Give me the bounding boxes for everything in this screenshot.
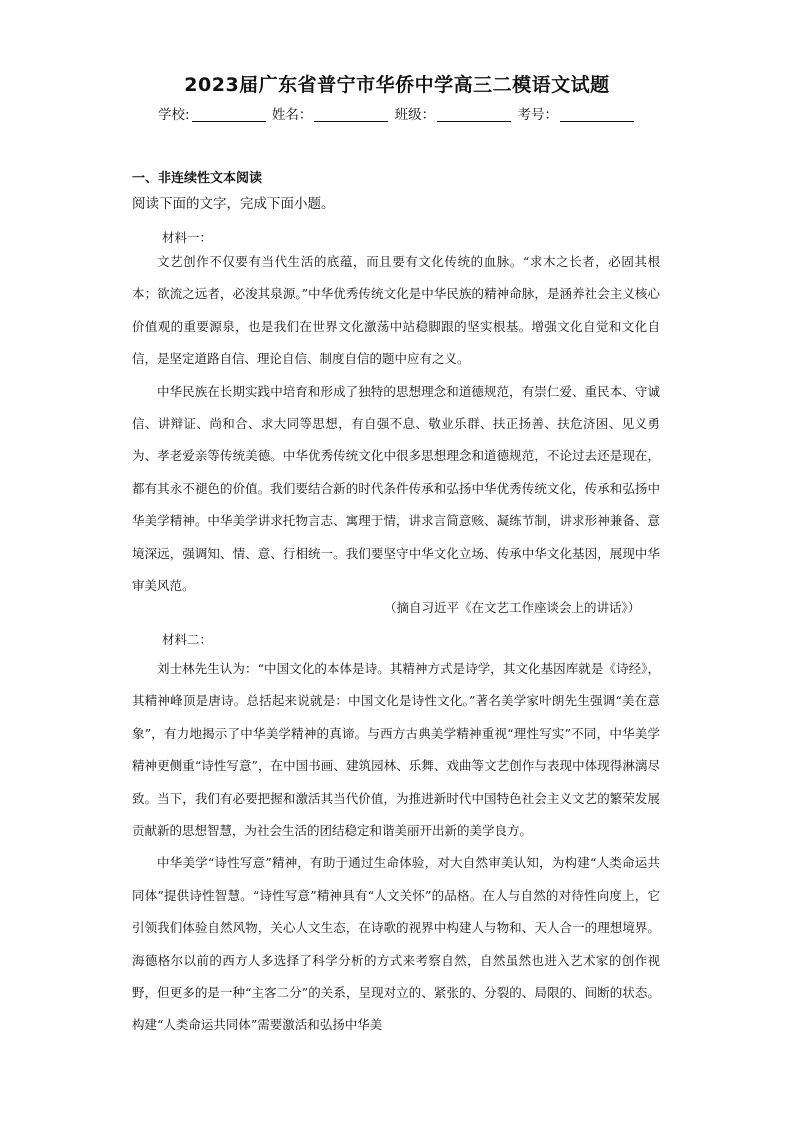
name-blank[interactable] [314,107,388,122]
school-blank[interactable] [192,107,266,122]
material1-label: 材料一： [162,230,213,245]
material1-source: （摘自习近平《在文艺工作座谈会上的讲话》） [384,600,641,615]
class-label: 班级： [394,107,436,123]
instruction: 阅读下面的文字，完成下面小题。 [132,196,335,212]
material1-paragraph: 文艺创作不仅要有当代生活的底蕴，而且要有文化传统的血脉。“求木之长者，必固其根本；欲流之远者，必浚其泉源。”中华优秀传统文化是中华民族的精神命脉，是涵养社会主义核心价值观的重要源泉，也是我们在世界文化激荡中站稳脚跟的坚实根基。增强文化自觉和文化自信，是坚定道路自信、理论自信、制度自信的题中应有之义。 [132,254,660,367]
name-label: 姓名： [271,107,313,123]
material2-label: 材料二： [162,632,213,647]
exam-number-blank[interactable] [560,107,634,122]
material2-paragraph: 刘士林先生认为：“中国文化的本体是诗。其精神方式是诗学，其文化基因库就是《诗经》，其精神峰顶是唐诗。总括起来说就是：中国文化是诗性文化。”著名美学家叶朗先生强调“美在意象”，有力地揭示了中华美学精神的真谛。与西方古典美学精神重视“理性写实”不同，中华美学精神更侧重“诗性写意”，在中国书画、建筑园林、乐舞、戏曲等文艺创作与表现中体现得淋漓尽致。当下，我们有必要把握和激活其当代价值，为推进新时代中国特色社会主义文艺的繁荣发展贡献新的思想智慧，为社会生活的团结稳定和谐美丽开出新的美学良方。 [132,661,660,839]
class-blank[interactable] [437,107,511,122]
material2-body [132,653,660,1042]
page-title: 2023届广东省普宁市华侨中学高三二模语文试题 [184,74,610,96]
student-info-line [0,103,794,123]
material1-body [132,246,660,602]
section-heading: 一、非连续性文本阅读 [132,171,263,186]
material1-paragraph: 中华民族在长期实践中培育和形成了独特的思想理念和道德规范，有崇仁爱、重民本、守诚信、讲辩证、尚和合、求大同等思想，有自强不息、敬业乐群、扶正扬善、扶危济困、见义勇为、孝老爱亲等传统美德。中华优秀传统文化中很多思想理念和道德规范，不论过去还是现在，都有其永不褪色的价值。我们要结合新的时代条件传承和弘扬中华优秀传统文化，传承和弘扬中华美学精神。中华美学讲求托物言志、寓理于情，讲求言简意赅、凝练节制，讲求形神兼备、意境深远，强调知、情、意、行相统一。我们要坚守中华文化立场、传承中华文化基因，展现中华审美风范。 [132,383,660,594]
exam-number-label: 考号： [517,107,558,123]
school-label: 学校: [158,107,190,123]
material2-paragraph: 中华美学“诗性写意”精神，有助于通过生命体验，对大自然审美认知，为构建“人类命运共同体”提供诗性智慧。“诗性写意”精神具有“人文关怀”的品格。在人与自然的对待性向度上，它引领我们体验自然风物，关心人文生态，在诗歌的视界中构建人与物和、天人合一的理想境界。海德格尔以前的西方人多选择了科学分析的方式来考察自然，自然虽然也进入艺术家的创作视野，但更多的是一种“主客二分”的关系，呈现对立的、紧张的、分裂的、局限的、间断的状态。构建“人类命运共同体”需要激活和弘扬中华美 [132,855,660,1033]
